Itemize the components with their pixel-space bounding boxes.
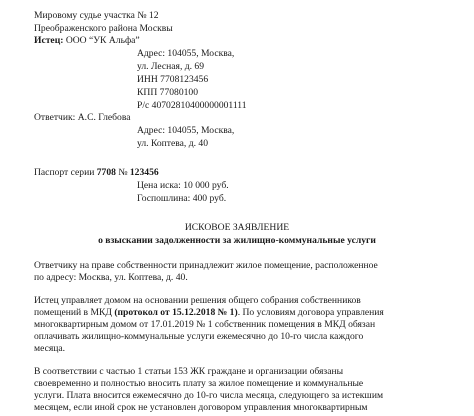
plaintiff-label: Истец:	[34, 35, 64, 46]
document-subtitle: о взыскании задолженности за жилищно-коммунальные услуги	[98, 235, 376, 246]
defendant-address-1: Адрес: 104055, Москва,	[137, 125, 235, 136]
defendant-label: Ответчик:	[34, 112, 76, 123]
paragraph-1-line-1: Ответчику на праве собственности принадлежит жилое помещение, расположенное	[34, 260, 378, 271]
plaintiff-inn: ИНН 7708123456	[137, 74, 209, 85]
paragraph-2-line-3: многоквартирным домом от 17.01.2019 № 1 собственник помещения в МКД обязан	[34, 319, 376, 330]
passport-line	[34, 167, 159, 179]
paragraph-2-line-5: месяца.	[34, 343, 66, 354]
defendant-line	[34, 112, 130, 124]
passport-prefix: Паспорт серии	[34, 167, 97, 178]
document-title: ИСКОВОЕ ЗАЯВЛЕНИЕ	[184, 222, 290, 233]
passport-number-prefix: №	[115, 167, 130, 178]
paragraph-2-line-1: Истец управляет домом на основании решения общего собрания собственников	[34, 295, 361, 306]
court-line-1: Мировому судье участка № 12	[34, 10, 159, 21]
court-line-2: Преображенского района Москвы	[34, 23, 173, 34]
plaintiff-kpp: КПП 77080100	[137, 87, 199, 98]
passport-series: 7708	[96, 167, 116, 178]
state-duty: Госпошлина: 400 руб.	[137, 193, 227, 204]
protocol-reference: (протокол от 15.12.2018 № 1)	[114, 307, 238, 318]
p2-text-c: . По условиям договора управления	[237, 307, 384, 318]
paragraph-3-line-1: В соответствии с частью 1 статьи 153 ЖК граждане и организации обязаны	[34, 366, 344, 377]
paragraph-2-line-4: оплачивать жилищно-коммунальные услуги ежемесячно до 10-го числа каждого	[34, 331, 364, 342]
claim-price: Цена иска: 10 000 руб.	[137, 180, 229, 191]
paragraph-3-line-2: своевременно и полностью вносить плату за жилое помещение и коммунальные	[34, 378, 364, 389]
paragraph-1-line-2: по адресу: Москва, ул. Коптева, д. 40.	[34, 272, 188, 283]
p2-text-a: помещений в МКД	[34, 307, 115, 318]
plaintiff-account: Р/с 40702810400000001111	[137, 100, 247, 111]
defendant-name: А.С. Глебова	[75, 112, 131, 123]
paragraph-3-line-4: месяцем, если иной срок не установлен договором управления многоквартирным	[34, 402, 368, 413]
paragraph-3-line-3: услуги. Плата вносится ежемесячно до 10-го числа месяца, следующего за истекшим	[34, 390, 384, 401]
plaintiff-name: ООО “УК Альфа”	[63, 35, 140, 46]
defendant-address-2: ул. Коптева, д. 40	[137, 138, 208, 149]
plaintiff-address-2: ул. Лесная, д. 69	[137, 61, 205, 72]
plaintiff-line	[34, 35, 140, 47]
passport-number: 123456	[129, 167, 159, 178]
paragraph-2-line-2	[34, 307, 384, 319]
plaintiff-address-1: Адрес: 104055, Москва,	[137, 48, 235, 59]
